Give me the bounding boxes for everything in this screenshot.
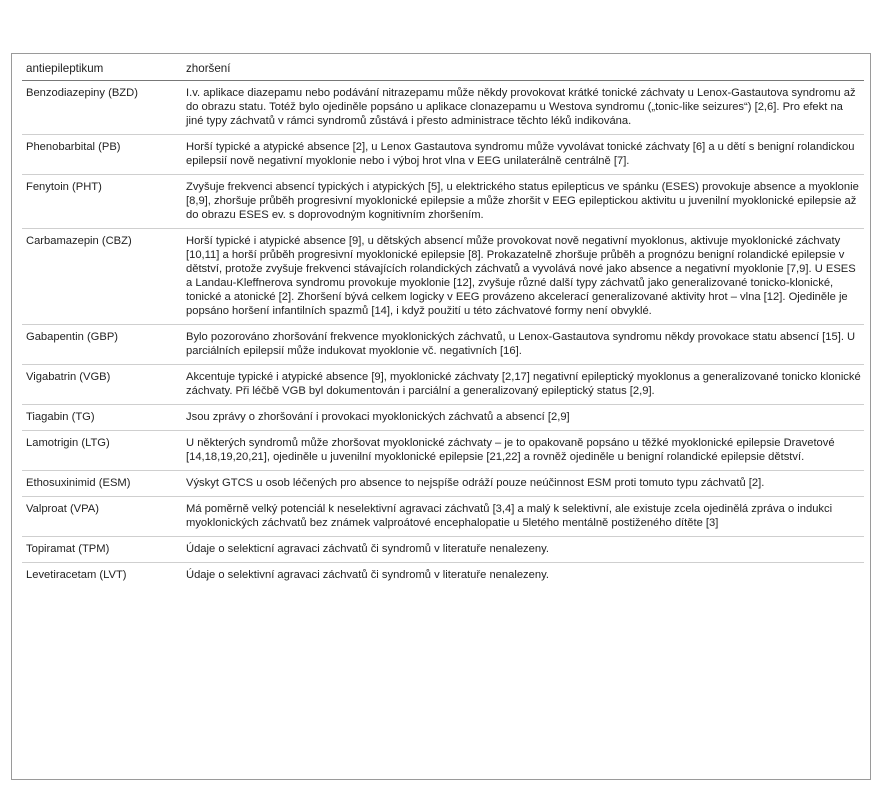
worsening-description-cell: Údaje o selekticní agravaci záchvatů či syndromů v literatuře nenalezeny. xyxy=(178,537,864,563)
worsening-description-cell: Údaje o selektivní agravaci záchvatů či syndromů v literatuře nenalezeny. xyxy=(186,569,549,581)
table-row xyxy=(22,175,864,229)
table-row xyxy=(22,229,864,325)
table-row xyxy=(22,365,864,405)
drug-name-cell: Levetiracetam (LVT) xyxy=(26,569,127,581)
aggravation-table xyxy=(22,58,864,588)
worsening-description-cell: Má poměrně velký potenciál k neselektivní agravaci záchvatů [3,4] a malý k selektivní, ale existuje zcela ojedinělá zpráva o indukci myoklonických záchvatů bez známek valproátové encephalopatie u 5letého mentálně postiženého dítěte [3] xyxy=(178,497,864,537)
table-header-row xyxy=(22,58,864,81)
worsening-description-cell: Zvyšuje frekvenci absencí typických i atypických [5], u elektrického status epilepticus ve spánku (ESES) provokuje absence a myoklonie [8,9], zhoršuje průběh progresivní myoklonické epilepsie a může zhoršit v EEG epileptickou aktivitu u juvenilní myoklonické epilepsie až do obrazu ESES ev. s doprovodným kognitivním zhoršením. xyxy=(178,175,864,229)
worsening-description-cell: Horší typické a atypické absence [2], u Lenox Gastautova syndromu může vyvolávat tonické záchvaty [6] a u dětí s benigní rolandickou epilepsií nově negativní myoklonie nebo i výboj hrot vlna v EEG unilaterálně centrálně [7]. xyxy=(178,135,864,175)
drug-name-cell: Fenytoin (PHT) xyxy=(22,175,178,229)
table-row xyxy=(22,135,864,175)
table-row xyxy=(22,497,864,537)
table-row xyxy=(22,431,864,471)
table-row xyxy=(22,325,864,365)
table-row xyxy=(22,563,864,589)
drug-name-cell: Phenobarbital (PB) xyxy=(22,135,178,175)
worsening-description-cell: Jsou zprávy o zhoršování i provokaci myoklonických záchvatů a absencí [2,9] xyxy=(178,405,864,431)
drug-name-cell: Ethosuxinimid (ESM) xyxy=(22,471,178,497)
table-frame xyxy=(11,53,871,780)
drug-name-cell: Topiramat (TPM) xyxy=(22,537,178,563)
drug-name-cell: Carbamazepin (CBZ) xyxy=(22,229,178,325)
table-row xyxy=(22,405,864,431)
worsening-description-cell: Bylo pozorováno zhoršování frekvence myoklonických záchvatů, u Lenox-Gastautova syndromu někdy provokace statu absencí [15]. U parciálních epilepsií může indukovat myoklonie vč. negativních [16]. xyxy=(178,325,864,365)
drug-name-cell: Benzodiazepiny (BZD) xyxy=(22,81,178,135)
drug-name-cell: Vigabatrin (VGB) xyxy=(22,365,178,405)
worsening-description-cell: I.v. aplikace diazepamu nebo podávání nitrazepamu může někdy provokovat krátké tonické záchvaty u Lenox-Gastautova syndromu až do obrazu statu. Totéž bylo ojediněle popsáno u aplikace clonazepamu u Westova syndromu („tonic-like seizures“) [2,6]. Pro efekt na jiné typy záchvatů v rámci syndromů zůstává i přesto administrace těchto léků indikována. xyxy=(178,81,864,135)
drug-name-cell: Gabapentin (GBP) xyxy=(22,325,178,365)
worsening-description-cell: Akcentuje typické i atypické absence [9], myoklonické záchvaty [2,17] negativní epileptický myoklonus a generalizované tonicko klonické záchvaty. Při léčbě VGB byl dokumentován i parciální a generalizovaný epileptický status [2,9]. xyxy=(178,365,864,405)
table-row xyxy=(22,537,864,563)
drug-name-cell: Lamotrigin (LTG) xyxy=(22,431,178,471)
drug-name-cell: Tiagabin (TG) xyxy=(22,405,178,431)
worsening-description-cell: Horší typické i atypické absence [9], u dětských absencí může provokovat nově negativní myoklonus, aktivuje myoklonické záchvaty [10,11] a horší průběh progresivní myoklonické epilepsie [8]. Prokazatelně zhoršuje průběh a prognózu benigní rolandické epilepsie v dětství, protože zvyšuje frekvenci stávajících rolandických záchvatů a vyvolává nové jako absence a negativní myoklonie [7,9]. U ESES a Landau-Kleffnerova syndromu provokuje myoklonie [12], zvyšuje různé další typy záchvatů jako generalizované tonicko-klonické, tonické a atonické [2]. Zhoršení bývá celkem logicky v EEG provázeno akcelerací generalizované aktivity hrot – vlna [12]. Ojediněle je popsáno horšení infantilních spazmů [14], i když použití u této záchvatové formy není obvyklé. xyxy=(178,229,864,325)
table-row xyxy=(22,471,864,497)
drug-name-cell: Valproat (VPA) xyxy=(22,497,178,537)
table-row xyxy=(22,81,864,135)
worsening-description-cell: U některých syndromů může zhoršovat myoklonické záchvaty – je to opakovaně popsáno u těžké myoklonické epilepsie Dravetové [14,18,19,20,21], ojediněle u juvenilní myoklonické epilepsie [21,22] a rovněž ojediněle u benigní rolandické epilepsie dětství. xyxy=(178,431,864,471)
header-worsening: zhoršení xyxy=(178,58,864,81)
header-antiepileptic: antiepileptikum xyxy=(22,58,178,81)
worsening-description-cell: Výskyt GTCS u osob léčených pro absence to nejspíše odráží pouze neúčinnost ESM proti tomuto typu záchvatů [2]. xyxy=(178,471,864,497)
